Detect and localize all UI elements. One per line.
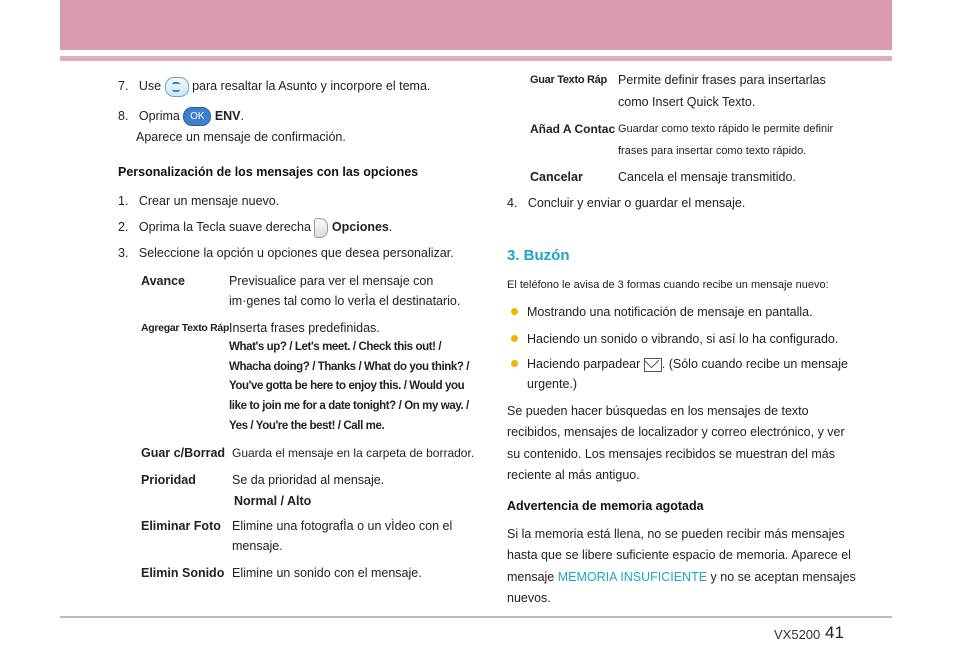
model-name: VX5200 (774, 627, 821, 642)
options-label: Opciones (331, 220, 389, 234)
warning-heading: Advertencia de memoria agotada (507, 499, 704, 513)
warning-line: hasta que se libere suficiente espacio de memoria. Aparece el (507, 548, 851, 562)
option-term-prioridad: Prioridad (141, 473, 196, 487)
notification-method-2: urgente.) (527, 377, 578, 391)
step-text: Use (138, 79, 162, 93)
step-number: 1. (118, 194, 129, 208)
memory-full-message: MEMORIA INSUFICIENTE (557, 570, 708, 584)
quick-text-line: Whacha doing? / Thanks / What do you think? / (229, 361, 470, 373)
step-text: Seleccione la opción u opciones que desea personalizar. (138, 246, 454, 260)
option-term-guar-texto: Guar Texto Ráp (530, 74, 607, 86)
option-desc-guar-texto: Permite definir frases para insertarlas (618, 73, 826, 87)
navigation-key-icon (165, 77, 189, 97)
step-number: 8. (118, 109, 129, 123)
warning-line: nuevos. (507, 591, 551, 605)
priority-values: Normal / Alto (234, 494, 312, 508)
step-text: para resaltar la Asunto y incorpore el tema. (192, 79, 431, 93)
option-term-agregar: Agregar Texto Ráp (141, 322, 230, 334)
bullet-dot (511, 360, 518, 367)
bullet-dot (511, 308, 518, 315)
option-desc-anad: Guardar como texto rápido le permite definir (618, 123, 834, 135)
option-desc-foto-2: mensaje. (232, 539, 283, 553)
step-number: 2. (118, 220, 129, 234)
option-desc-anad-2: frases para insertar como texto rápido. (618, 145, 807, 157)
punctuation: . (388, 220, 393, 234)
bullet-dot (511, 335, 518, 342)
notification-method: Mostrando una notificación de mensaje en pantalla. (527, 305, 813, 319)
warning-line (507, 567, 856, 587)
footer-rule (60, 616, 892, 618)
option-term-anad: Añad A Contac (530, 122, 616, 136)
quick-text-line: like to join me for a date tonight? / On my way. / (229, 400, 469, 412)
paragraph-line: recibidos, mensajes de localizador y correo electrónico, y ver (507, 425, 845, 439)
option-desc-avance-2: im·genes tal como lo verÌa el destinatario. (229, 294, 461, 308)
right-soft-key-icon (314, 218, 328, 238)
step-number: 3. (118, 246, 129, 260)
option-term-cancelar: Cancelar (530, 170, 583, 184)
step-4 (507, 193, 745, 213)
section-heading: Personalización de los mensajes con las opciones (118, 165, 419, 179)
method-text: . (Sólo cuando recibe un mensaje (661, 357, 848, 371)
step-number: 4. (507, 196, 518, 210)
page-number: 41 (825, 623, 844, 642)
quick-text-line: You've gotta be here to enjoy this. / Would you (229, 380, 465, 392)
option-term-foto: Eliminar Foto (141, 519, 221, 533)
option-desc-foto: Elimine una fotografÌa o un vÌdeo con el (232, 519, 453, 533)
option-desc-sonido: Elimine un sonido con el mensaje. (232, 566, 422, 580)
option-term-sonido: Elimin Sonido (141, 566, 225, 580)
envelope-icon (644, 358, 662, 372)
step-8 (118, 106, 244, 126)
option-desc-guardar: Guarda el mensaje en la carpeta de borrador. (232, 446, 475, 460)
header-rule (60, 56, 892, 61)
step-text: Oprima la Tecla suave derecha (138, 220, 311, 234)
punctuation: . (240, 109, 244, 123)
warning-line: Si la memoria está llena, no se pueden recibir más mensajes (507, 527, 845, 541)
option-desc-avance: Previsualice para ver el mensaje con (229, 274, 434, 288)
option-desc-agregar: Inserta frases predefinidas. (229, 321, 380, 335)
step-7 (118, 76, 430, 97)
header-band (60, 0, 892, 50)
option-desc-guar-texto-2: como Insert Quick Texto. (618, 95, 756, 109)
notification-method: Haciendo un sonido o vibrando, si así lo ha configurado. (527, 332, 839, 346)
paragraph-line: su contenido. Los mensajes recibidos se muestran del más (507, 447, 835, 461)
ok-key-icon: OK (183, 107, 211, 126)
option-desc-prioridad: Se da prioridad al mensaje. (232, 473, 385, 487)
step-3 (118, 243, 454, 263)
step-text: Oprima (138, 109, 180, 123)
quick-text-line: What's up? / Let's meet. / Check this out! / (229, 341, 442, 353)
section-title-buzon: 3. Buzón (507, 247, 570, 264)
step-8-result: Aparece un mensaje de confirmación. (136, 130, 346, 144)
step-1 (118, 191, 279, 211)
option-term-avance: Avance (141, 274, 186, 288)
option-term-guardar: Guar c/Borrad (141, 446, 226, 460)
buzon-intro: El teléfono le avisa de 3 formas cuando recibe un mensaje nuevo: (507, 279, 829, 291)
step-number: 7. (118, 79, 129, 93)
quick-text-line: Yes / You're the best! / Call me. (229, 420, 385, 432)
paragraph-line: Se pueden hacer búsquedas en los mensajes de texto (507, 404, 809, 418)
warning-text: mensaje (507, 570, 555, 584)
step-text: Crear un mensaje nuevo. (138, 194, 280, 208)
paragraph-line: reciente al más antiguo. (507, 468, 640, 482)
option-desc-cancelar: Cancela el mensaje transmitido. (618, 170, 796, 184)
notification-method (527, 354, 848, 374)
step-2 (118, 217, 392, 238)
step-text: Concluir y enviar o guardar el mensaje. (527, 196, 746, 210)
warning-text: y no se aceptan mensajes (710, 570, 856, 584)
env-label: ENV (214, 109, 241, 123)
method-text: Haciendo parpadear (527, 357, 641, 371)
